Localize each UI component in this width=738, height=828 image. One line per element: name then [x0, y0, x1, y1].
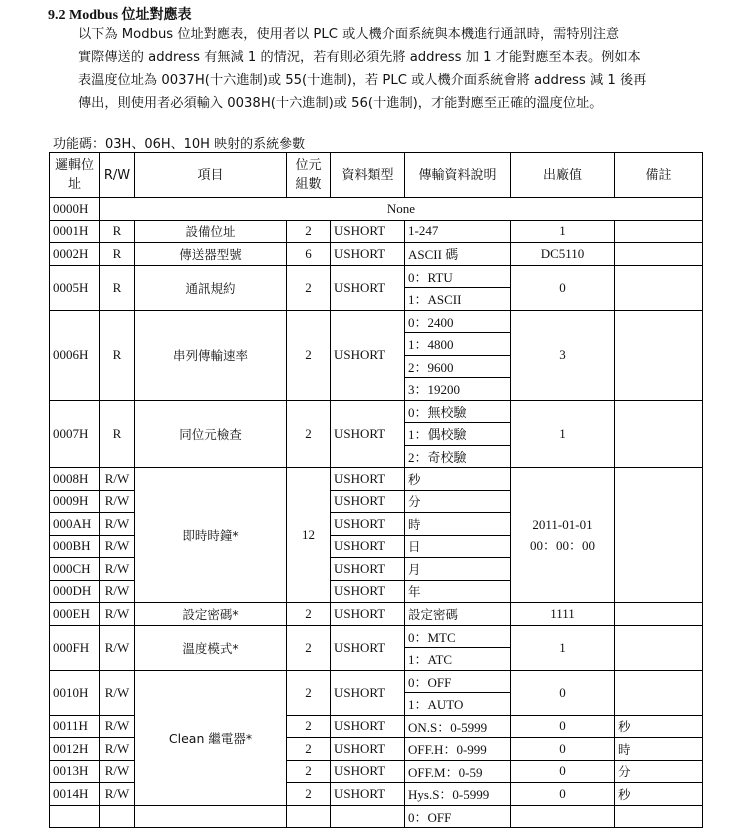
cell-desc: 0：MTC: [405, 625, 511, 648]
cell-rw: R: [100, 220, 135, 243]
header-item: 項目: [135, 153, 287, 198]
cell-dtype: USHORT: [331, 468, 405, 491]
cell-bytes: 2: [287, 400, 331, 468]
table-row: [50, 625, 703, 648]
table-row: [50, 310, 703, 333]
intro-line: 傳出，則使用者必須輸入 0038H(十六進制)或 56(十進制)，才能對應至正確的溫度位址。: [78, 96, 603, 111]
intro-line: 實際傳送的 address 有無減 1 的情況，若有則必須先將 address 加 1 才能對應至本表。例如本: [78, 50, 641, 65]
cell-desc: 0：RTU: [405, 265, 511, 288]
cell-note: [615, 468, 703, 603]
cell-dtype: USHORT: [331, 490, 405, 513]
cell-desc: 年: [405, 580, 511, 603]
cell-addr: 0013H: [50, 760, 100, 783]
cell-rw: R: [100, 400, 135, 468]
cell-addr: 0014H: [50, 783, 100, 806]
table-row: [50, 468, 703, 491]
cell-addr: 000CH: [50, 558, 100, 581]
cell-addr: 000AH: [50, 513, 100, 536]
cell-desc: 0：OFF: [405, 670, 511, 693]
section-heading: 9.2 Modbus 位址對應表: [48, 8, 192, 23]
cell-desc: 0：OFF: [405, 805, 511, 828]
cell-rw: R/W: [100, 513, 135, 536]
cell-desc: ON.S：0-5999: [405, 715, 511, 738]
cell-default: 0: [511, 738, 615, 761]
cell-addr: 0006H: [50, 310, 100, 400]
cell-desc: 秒: [405, 468, 511, 491]
header-dtype: 資料類型: [331, 153, 405, 198]
cell-desc: 時: [405, 513, 511, 536]
header-note: 備註: [615, 153, 703, 198]
cell-dtype: USHORT: [331, 603, 405, 626]
cell-addr: 0002H: [50, 243, 100, 266]
cell-rw: [100, 805, 135, 828]
cell-dtype: USHORT: [331, 670, 405, 715]
cell-rw: R: [100, 310, 135, 400]
cell-bytes: 2: [287, 760, 331, 783]
cell-desc: Hys.S：0-5999: [405, 783, 511, 806]
cell-default: 1: [511, 220, 615, 243]
cell-note: 秒: [615, 715, 703, 738]
cell-item: 設定密碼*: [135, 603, 287, 626]
cell-dtype: USHORT: [331, 243, 405, 266]
cell-default: 0: [511, 783, 615, 806]
cell-addr: [50, 805, 100, 828]
cell-bytes: 2: [287, 625, 331, 670]
cell-rw: R/W: [100, 490, 135, 513]
cell-rw: R/W: [100, 535, 135, 558]
cell-default: 0: [511, 265, 615, 310]
cell-bytes: 2: [287, 310, 331, 400]
cell-dtype: USHORT: [331, 558, 405, 581]
cell-bytes: 2: [287, 783, 331, 806]
cell-desc: 1：AUTO: [405, 693, 511, 716]
cell-dtype: USHORT: [331, 760, 405, 783]
cell-addr: 0012H: [50, 738, 100, 761]
cell-dtype: USHORT: [331, 265, 405, 310]
cell-desc: OFF.M：0-59: [405, 760, 511, 783]
cell-rw: R/W: [100, 760, 135, 783]
header-bytes: 位元組數: [287, 153, 331, 198]
cell-dtype: USHORT: [331, 625, 405, 670]
cell-desc: ASCII 碼: [405, 243, 511, 266]
intro-line: 表溫度位址為 0037H(十六進制)或 55(十進制)，若 PLC 或人機介面系統會將 address 減 1 後再: [78, 73, 647, 88]
modbus-address-table: [49, 152, 703, 828]
cell-bytes: 2: [287, 715, 331, 738]
cell-rw: R/W: [100, 738, 135, 761]
cell-item: 即時時鐘*: [135, 468, 287, 603]
table-row: [50, 243, 703, 266]
cell-desc: 月: [405, 558, 511, 581]
cell-desc: 2：9600: [405, 355, 511, 378]
default-date: 2011-01-01: [532, 517, 593, 532]
table-row: [50, 198, 703, 221]
table-row: [50, 220, 703, 243]
cell-default: 0: [511, 670, 615, 715]
cell-desc: 2：奇校驗: [405, 445, 511, 468]
cell-addr: 0010H: [50, 670, 100, 715]
cell-rw: R/W: [100, 783, 135, 806]
cell-addr: 0007H: [50, 400, 100, 468]
header-default: 出廠值: [511, 153, 615, 198]
cell-note: [615, 265, 703, 310]
cell-note: [615, 603, 703, 626]
cell-addr: 0011H: [50, 715, 100, 738]
cell-desc: 日: [405, 535, 511, 558]
cell-addr: 0009H: [50, 490, 100, 513]
cell-dtype: USHORT: [331, 220, 405, 243]
header-addr: 邏輯位址: [50, 153, 100, 198]
cell-default: 3: [511, 310, 615, 400]
cell-item-clean-relay: Clean 繼電器*: [135, 670, 287, 805]
header-rw: R/W: [100, 153, 135, 198]
cell-note: [615, 220, 703, 243]
cell-rw: R/W: [100, 603, 135, 626]
cell-bytes: [287, 805, 331, 828]
cell-desc: 1：ATC: [405, 648, 511, 671]
intro-line: 以下為 Modbus 位址對應表，使用者以 PLC 或人機介面系統與本機進行通訊時，需特別注意: [78, 27, 620, 42]
cell-addr: 0000H: [50, 198, 100, 221]
table-caption: 功能碼：03H、06H、10H 映射的系統參數: [53, 137, 306, 152]
cell-item: 同位元檢查: [135, 400, 287, 468]
cell-addr: 0005H: [50, 265, 100, 310]
cell-item: 傳送器型號: [135, 243, 287, 266]
cell-rw: R/W: [100, 580, 135, 603]
cell-note: [615, 400, 703, 468]
cell-note: 時: [615, 738, 703, 761]
cell-bytes: 2: [287, 738, 331, 761]
cell-dtype: USHORT: [331, 783, 405, 806]
table-row: [50, 805, 703, 828]
cell-desc: 分: [405, 490, 511, 513]
cell-default: 0: [511, 715, 615, 738]
cell-default: [511, 468, 615, 603]
cell-dtype: USHORT: [331, 513, 405, 536]
cell-rw: R/W: [100, 715, 135, 738]
cell-desc: 0：2400: [405, 310, 511, 333]
intro-paragraph: [78, 23, 678, 115]
header-desc: 傳輸資料說明: [405, 153, 511, 198]
cell-default: 0: [511, 760, 615, 783]
cell-dtype: USHORT: [331, 738, 405, 761]
cell-default: 1111: [511, 603, 615, 626]
cell-bytes: 2: [287, 670, 331, 715]
cell-item: [135, 805, 287, 828]
cell-note: [615, 670, 703, 715]
cell-desc: 3：19200: [405, 378, 511, 401]
cell-default: DC5110: [511, 243, 615, 266]
cell-rw: R: [100, 243, 135, 266]
cell-addr: 0008H: [50, 468, 100, 491]
cell-addr: 000BH: [50, 535, 100, 558]
table-header-row: [50, 153, 703, 198]
cell-item: 溫度模式*: [135, 625, 287, 670]
cell-note: 分: [615, 760, 703, 783]
cell-addr: 000FH: [50, 625, 100, 670]
cell-desc: 0：無校驗: [405, 400, 511, 423]
cell-desc: 1：ASCII: [405, 288, 511, 311]
cell-bytes: 12: [287, 468, 331, 603]
cell-note: [615, 243, 703, 266]
cell-bytes: 6: [287, 243, 331, 266]
cell-note: 秒: [615, 783, 703, 806]
cell-default: 1: [511, 400, 615, 468]
cell-dtype: USHORT: [331, 535, 405, 558]
cell-default: [511, 805, 615, 828]
cell-rw: R/W: [100, 670, 135, 715]
table-row: [50, 400, 703, 423]
cell-item: 通訊規約: [135, 265, 287, 310]
cell-bytes: 2: [287, 220, 331, 243]
cell-dtype: USHORT: [331, 400, 405, 468]
cell-desc: 設定密碼: [405, 603, 511, 626]
cell-dtype: USHORT: [331, 715, 405, 738]
default-time: 00：00：00: [529, 538, 595, 553]
cell-desc: OFF.H：0-999: [405, 738, 511, 761]
cell-bytes: 2: [287, 265, 331, 310]
table-row: [50, 670, 703, 693]
cell-addr: 0001H: [50, 220, 100, 243]
cell-rw: R/W: [100, 468, 135, 491]
cell-rw: R: [100, 265, 135, 310]
cell-item: 串列傳輸速率: [135, 310, 287, 400]
cell-bytes: 2: [287, 603, 331, 626]
cell-dtype: USHORT: [331, 580, 405, 603]
cell-desc: 1：偶校驗: [405, 423, 511, 446]
cell-addr: 000EH: [50, 603, 100, 626]
cell-note: [615, 625, 703, 670]
table-row: [50, 603, 703, 626]
table-row: [50, 265, 703, 288]
cell-dtype: USHORT: [331, 310, 405, 400]
cell-rw: R/W: [100, 625, 135, 670]
cell-rw: R/W: [100, 558, 135, 581]
cell-note: [615, 805, 703, 828]
cell-item: 設備位址: [135, 220, 287, 243]
cell-note: [615, 310, 703, 400]
cell-default: 1: [511, 625, 615, 670]
cell-desc: 1：4800: [405, 333, 511, 356]
cell-dtype: [331, 805, 405, 828]
cell-none: None: [100, 198, 703, 221]
cell-desc: 1-247: [405, 220, 511, 243]
cell-addr: 000DH: [50, 580, 100, 603]
